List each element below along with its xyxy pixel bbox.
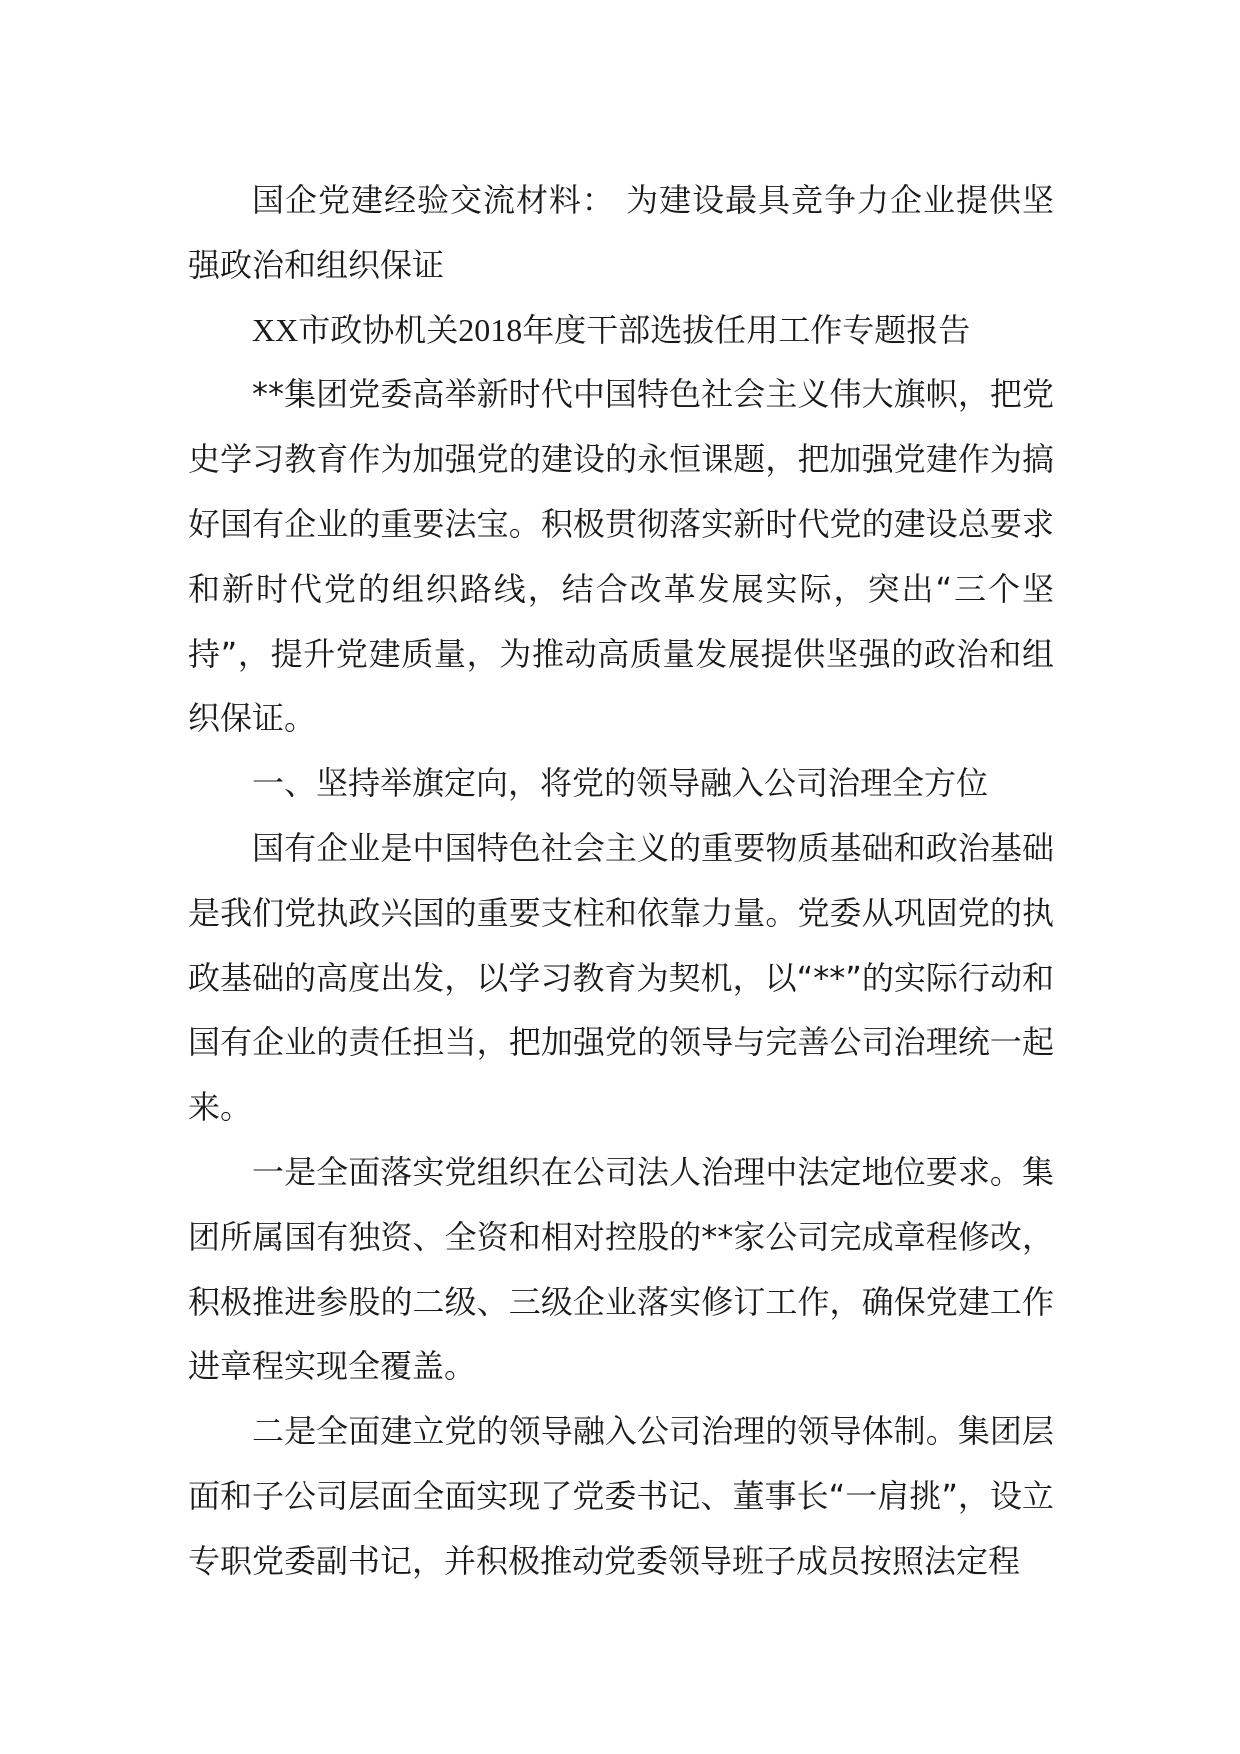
- document-title: 国企党建经验交流材料： 为建设最具竞争力企业提供坚强政治和组织保证: [188, 181, 1054, 284]
- paragraph-point-2: 二是全面建立党的领导融入公司治理的领导体制。集团层面和子公司层面全面实现了党委书记、董事长“一肩挑”，设立专职党委副书记，并积极推动党委领导班子成员按照法定程: [188, 1412, 1054, 1580]
- paragraph-section-1: 国有企业是中国特色社会主义的重要物质基础和政治基础是我们党执政兴国的重要支柱和依靠力量。党委从巩固党的执政基础的高度出发，以学习教育为契机，以“**”的实际行动和国有企业的责任担当，把加强党的领导与完善公司治理统一起来。: [188, 828, 1054, 1127]
- paragraph-point-1: 一是全面落实党组织在公司法人治理中法定地位要求。集团所属国有独资、全资和相对控股的**家公司完成章程修改，积极推进参股的二级、三级企业落实修订工作，确保党建工作进章程实现全覆盖。: [188, 1152, 1054, 1386]
- section-heading-1: 一、坚持举旗定向，将党的领导融入公司治理全方位: [252, 764, 989, 803]
- document-body: [188, 168, 1054, 1594]
- document-subtitle: XX市政协机关2018年度干部选拔任用工作专题报告: [252, 311, 971, 348]
- paragraph-intro: **集团党委高举新时代中国特色社会主义伟大旗帜，把党史学习教育作为加强党的建设的永恒课题，把加强党建作为搞好国有企业的重要法宝。积极贯彻落实新时代党的建设总要求和新时代党的组织路线，结合改革发展实际，突出“三个坚持”，提升党建质量，为推动高质量发展提供坚强的政治和组织保证。: [188, 375, 1054, 738]
